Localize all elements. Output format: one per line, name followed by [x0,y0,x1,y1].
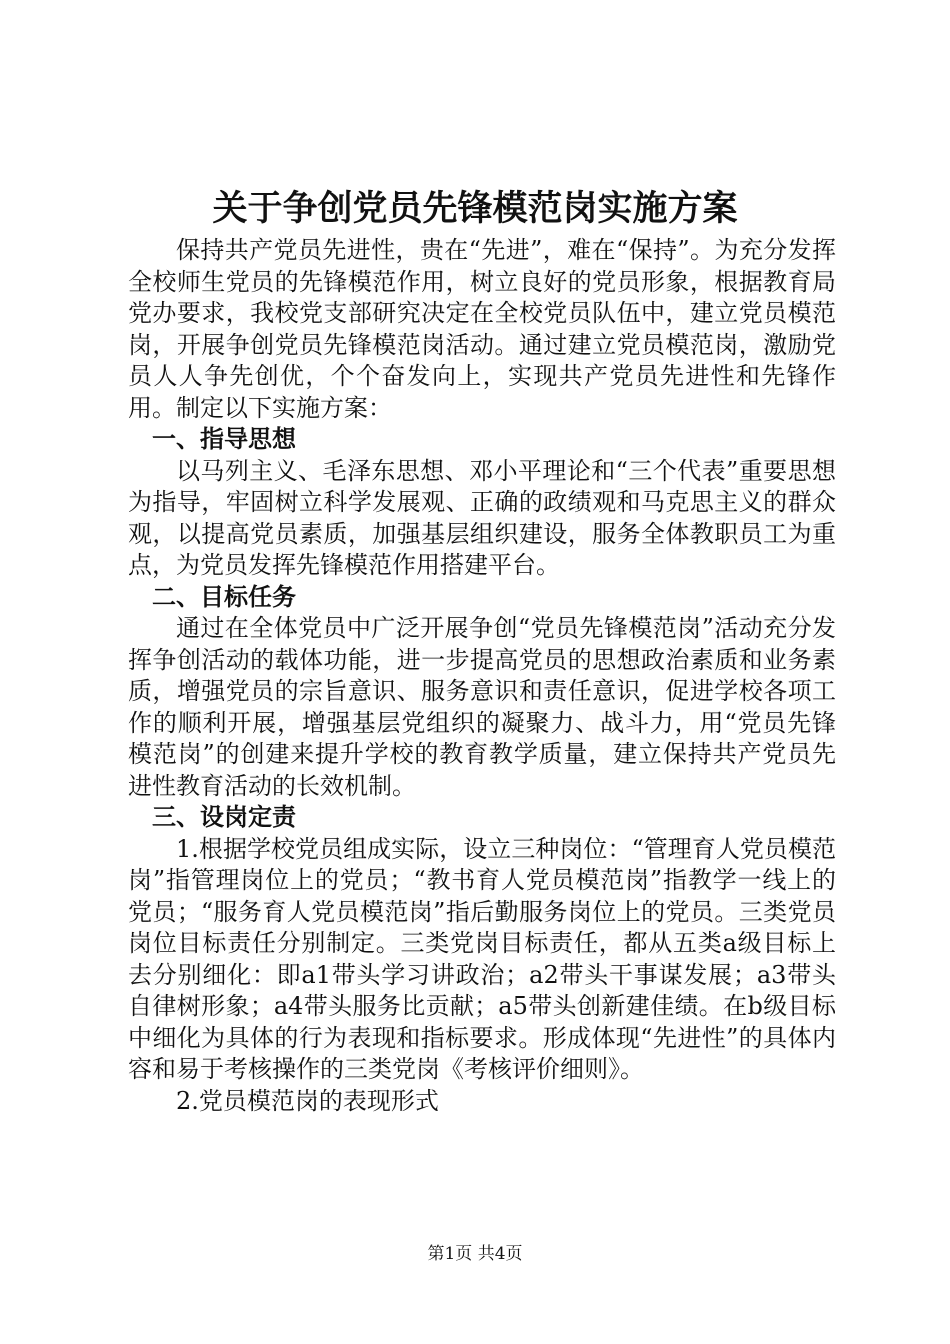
page-footer: 第1页 共4页 [427,1244,523,1264]
section-paragraph: 通过在全体党员中广泛开展争创“党员先锋模范岗”活动充分发挥争创活动的载体功能，进一步提高党员的思想政治素质和业务素质，增强党员的宗旨意识、服务意识和责任意识，促进学校各项工作的顺利开展，增强基层党组织的凝聚力、战斗力，用“党员先锋模范岗”的创建来提升学校的教育教学质量，建立保持共产党员先进性教育活动的长效机制。 [128,614,836,800]
section-paragraph: 1.根据学校党员组成实际，设立三种岗位：“管理育人党员模范岗”指管理岗位上的党员；“教书育人党员模范岗”指教学一线上的党员；“服务育人党员模范岗”指后勤服务岗位上的党员。三类党员岗位目标责任分别制定。三类党岗目标责任，都从五类a级目标上去分别细化：即a1带头学习讲政治；a2带头干事谋发展；a3带头自律树形象；a4带头服务比贡献；a5带头创新建佳绩。在b级目标中细化为具体的行为表现和指标要求。形成体现“先进性”的具体内容和易于考核操作的三类党岗《考核评价细则》。 [128,834,836,1083]
document-title: 关于争创党员先锋模范岗实施方案 [212,189,738,229]
section-paragraph: 2.党员模范岗的表现形式 [176,1086,439,1115]
document-body [128,235,836,1117]
section-paragraph: 以马列主义、毛泽东思想、邓小平理论和“三个代表”重要思想为指导，牢固树立科学发展观、正确的政绩观和马克思主义的群众观，以提高党员素质，加强基层组织建设，服务全体教职员工为重点，为党员发挥先锋模范作用搭建平台。 [128,456,836,579]
section-goals-tasks [128,582,836,803]
section-heading: 一、指导思想 [152,425,296,453]
section-guiding-ideology [128,424,836,582]
intro-paragraph: 保持共产党员先进性，贵在“先进”，难在“保持”。为充分发挥全校师生党员的先锋模范作用，树立良好的党员形象，根据教育局党办要求，我校党支部研究决定在全校党员队伍中，建立党员模范岗，开展争创党员先锋模范岗活动。通过建立党员模范岗，激励党员人人争先创优，个个奋发向上，实现共产党员先进性和先锋作用。制定以下实施方案： [128,236,836,422]
section-post-responsibilities [128,802,836,1117]
section-heading: 三、设岗定责 [152,803,296,831]
section-heading: 二、目标任务 [152,582,296,611]
